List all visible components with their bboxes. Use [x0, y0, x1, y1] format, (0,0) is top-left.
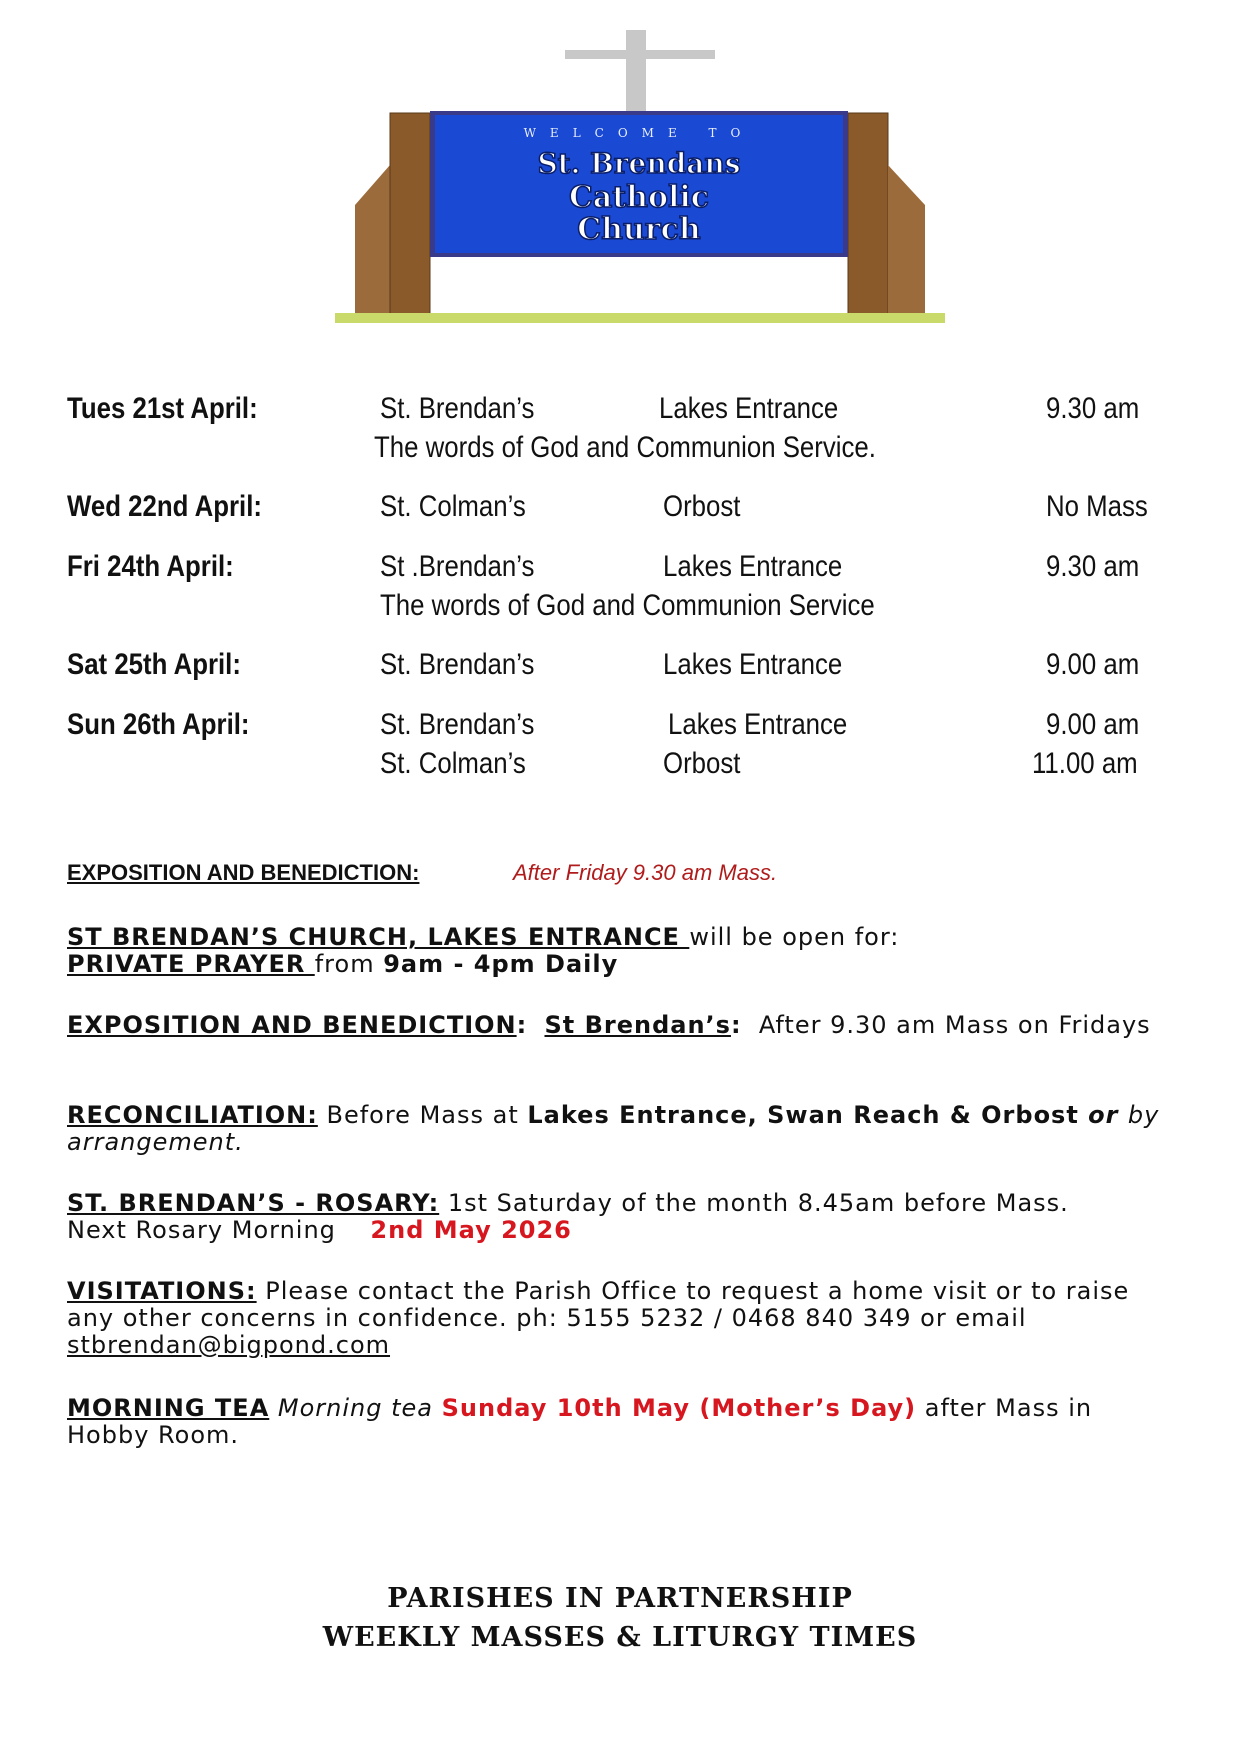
reconciliation-arrangement: by arrangement. [67, 1101, 1160, 1156]
sign-line2: Catholic [568, 180, 710, 215]
private-prayer-label: PRIVATE PRAYER [67, 950, 315, 978]
schedule-note: The words of God and Communion Service [380, 589, 875, 622]
left-post-back [355, 165, 390, 315]
exposition2-colon2: : [730, 1011, 742, 1039]
exposition2-text: After 9.30 am Mass on Fridays [758, 1011, 1151, 1039]
morning-tea-date: Sunday 10th May (Mother’s Day) [441, 1394, 917, 1422]
exposition-label: EXPOSITION AND BENEDICTION: [67, 860, 420, 885]
reconciliation-or: or [1078, 1101, 1128, 1129]
schedule-place: Orbost [663, 490, 741, 523]
schedule-place: Orbost [663, 747, 741, 780]
exposition-notice-1 [67, 860, 778, 886]
exposition2-church: St Brendan’s [544, 1011, 731, 1039]
exposition2-colon: : [516, 1011, 528, 1039]
schedule-church: St. Brendan’s [380, 708, 535, 741]
morning-tea-notice [67, 1395, 1177, 1449]
right-post [848, 113, 888, 315]
left-post [390, 113, 430, 315]
rosary-text: 1st Saturday of the month 8.45am before Mass. [439, 1189, 1069, 1217]
schedule-day: Sun 26th April: [67, 708, 250, 741]
schedule-place: Lakes Entrance [663, 648, 843, 681]
visitations-text: Please contact the Parish Office to request a home visit or to raise any other concerns in confidence. ph: 5155 5232 / 0468 840 349 or email [67, 1277, 1130, 1332]
morning-tea-label: MORNING TEA [67, 1394, 270, 1422]
reconciliation-text: Before Mass at [317, 1101, 528, 1129]
schedule-church: St. Brendan’s [380, 648, 535, 681]
cross-vertical [626, 30, 646, 120]
visitations-label: VISITATIONS: [67, 1277, 257, 1305]
church-sign-illustration [330, 25, 950, 330]
visitations-notice [67, 1278, 1177, 1359]
church-open-text: will be open for: [689, 923, 900, 951]
footer-line-1: PARISHES IN PARTNERSHIP [387, 1583, 853, 1614]
sign-welcome: WELCOME TO [523, 126, 755, 140]
rosary-notice [67, 1190, 1177, 1244]
schedule-day: Fri 24th April: [67, 550, 234, 583]
reconciliation-notice [67, 1102, 1177, 1156]
sign-line3: Church [577, 212, 701, 247]
schedule-place: Lakes Entrance [663, 550, 843, 583]
visitations-email[interactable]: stbrendan@bigpond.com [67, 1331, 391, 1359]
schedule-time: 9.30 am [1046, 550, 1140, 583]
schedule-day: Sat 25th April: [67, 648, 241, 681]
rosary-label: ST. BRENDAN’S - ROSARY: [67, 1189, 440, 1217]
schedule-day: Wed 22nd April: [67, 490, 262, 523]
right-post-back [888, 165, 925, 315]
schedule-church: St .Brendan’s [380, 550, 535, 583]
schedule-church: St. Brendan’s [380, 392, 535, 425]
schedule-church: St. Colman’s [380, 490, 526, 523]
footer-line-2: WEEKLY MASSES & LITURGY TIMES [322, 1622, 918, 1653]
morning-tea-text: after Mass in Hobby Room. [67, 1394, 1093, 1449]
grass-strip [335, 313, 945, 323]
schedule-place: Lakes Entrance [668, 708, 848, 741]
reconciliation-label: RECONCILIATION: [67, 1101, 318, 1129]
schedule-time: 11.00 am [1032, 747, 1138, 780]
private-prayer-text: from [314, 950, 384, 978]
private-prayer-hours: 9am - 4pm Daily [383, 950, 619, 978]
schedule-place: Lakes Entrance [659, 392, 839, 425]
reconciliation-places: Lakes Entrance, Swan Reach & Orbost [527, 1101, 1079, 1129]
schedule-day: Tues 21st April: [67, 392, 258, 425]
rosary-date: 2nd May 2026 [370, 1216, 572, 1244]
church-open-label: ST BRENDAN’S CHURCH, LAKES ENTRANCE [67, 923, 690, 951]
morning-tea-italic: Morning tea [269, 1394, 442, 1422]
exposition2-label: EXPOSITION AND BENEDICTION [67, 1011, 517, 1039]
sign-line1: St. Brendans [537, 147, 741, 180]
church-open-notice [67, 924, 1177, 978]
schedule-church: St. Colman’s [380, 747, 526, 780]
cross-horizontal [565, 50, 715, 59]
exposition-value: After Friday 9.30 am Mass. [513, 860, 778, 885]
exposition-notice-2 [67, 1012, 1177, 1039]
schedule-time: No Mass [1046, 490, 1148, 523]
schedule-time: 9.30 am [1046, 392, 1140, 425]
schedule-note: The words of God and Communion Service. [374, 431, 876, 464]
rosary-next: Next Rosary Morning [67, 1216, 336, 1244]
schedule-time: 9.00 am [1046, 648, 1140, 681]
schedule-time: 9.00 am [1046, 708, 1140, 741]
